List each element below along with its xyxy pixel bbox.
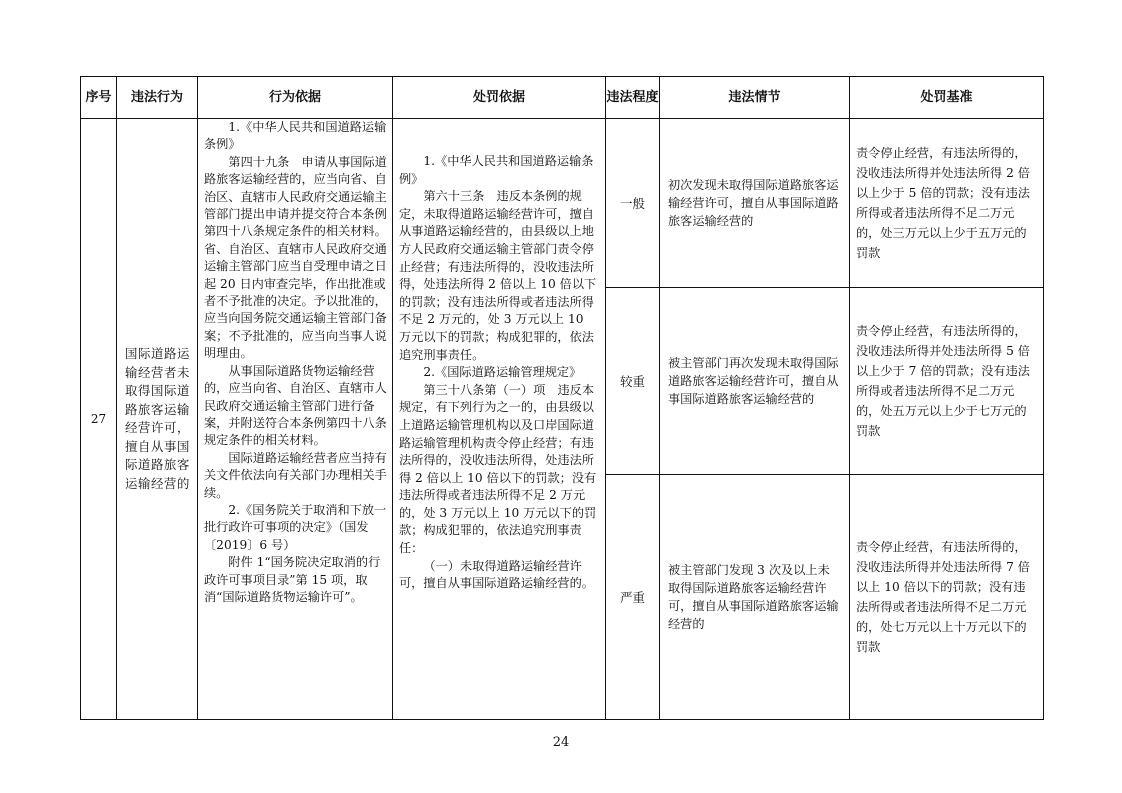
header-seq: 序号 bbox=[81, 77, 117, 119]
degree-cell: 较重 bbox=[606, 288, 660, 475]
penalty-paragraph: 第六十三条 违反本条例的规定，未取得道路运输经营许可，擅自从事道路运输经营的，由县级以上地方人民政府交通运输主管部门责令停止经营；有违法所得的，没收违法所得，处违法所得 2 倍以上 10 倍以下的罚款；没有违法所得或者违法所得不足 2 万元的，处 3 万元以上 10 万元以下的罚款；构成犯罪的，依法追究刑事责任。 bbox=[399, 189, 597, 362]
header-violation: 违法行为 bbox=[117, 77, 198, 119]
basis-paragraph: 从事国际道路货物运输经营的，应当向省、自治区、直辖市人民政府交通运输主管部门进行备案，并附送符合本条例第四十八条规定条件的相关材料。 bbox=[204, 363, 387, 448]
circumstance-cell: 被主管部门发现 3 次及以上未取得国际道路旅客运输经营许可，擅自从事国际道路旅客运输经营的 bbox=[660, 475, 850, 720]
header-penalty-standard: 处罚基准 bbox=[850, 77, 1044, 119]
conduct-basis-cell bbox=[198, 119, 393, 720]
standard-cell: 责令停止经营，有违法所得的，没收违法所得并处违法所得 5 倍以上少于 7 倍的罚款；没有违法所得或者违法所得不足二万元的，处五万元以上少于七万元的罚款 bbox=[850, 288, 1044, 475]
basis-paragraph: 第四十九条 申请从事国际道路旅客运输经营的，应当向省、自治区、直辖市人民政府交通运输主管部门提出申请并提交符合本条例第四十八条规定条件的相关材料。省、自治区、直辖市人民政府交通运输主管部门应当自受理申请之日起 20 日内审查完毕，作出批准或者不予批准的决定。予以批准的，应当向国务院交通运输主管部门备案；不予批准的，应当向当事人说明理由。 bbox=[204, 154, 387, 361]
penalty-standard-table bbox=[80, 76, 1044, 720]
seq-cell: 27 bbox=[81, 119, 117, 720]
standard-cell: 责令停止经营，有违法所得的，没收违法所得并处违法所得 7 倍以上 10 倍以下的罚款；没有违法所得或者违法所得不足二万元的，处七万元以上十万元以下的罚款 bbox=[850, 475, 1044, 720]
header-degree: 违法程度 bbox=[606, 77, 660, 119]
penalty-paragraph: 2.《国际道路运输管理规定》 bbox=[423, 365, 582, 380]
standard-cell: 责令停止经营，有违法所得的，没收违法所得并处违法所得 2 倍以上少于 5 倍的罚款；没有违法所得或者违法所得不足二万元的，处三万元以上少于五万元的罚款 bbox=[850, 119, 1044, 288]
penalty-basis-cell bbox=[393, 119, 606, 720]
basis-paragraph: 2.《国务院关于取消和下放一批行政许可事项的决定》（国发〔2019〕6 号） bbox=[204, 502, 387, 552]
table-header-row bbox=[81, 77, 1044, 119]
circumstance-cell: 初次发现未取得国际道路旅客运输经营许可，擅自从事国际道路旅客运输经营的 bbox=[660, 119, 850, 288]
degree-cell: 一般 bbox=[606, 119, 660, 288]
table-row bbox=[81, 119, 1044, 288]
basis-paragraph: 附件 1“国务院决定取消的行政许可事项目录”第 15 项，取消“国际道路货物运输许可”。 bbox=[204, 555, 381, 604]
penalty-paragraph: 第三十八条第（一）项 违反本规定，有下列行为之一的，由县级以上道路运输管理机构以及口岸国际道路运输管理机构责令停止经营；有违法所得的，没收违法所得，处违法所得 2 倍以上 10 倍以下的罚款；没有违法所得或者违法所得不足 2 万元的，处 3 万元以上 10 万元以下的罚款；构成犯罪的，依法追究刑事责任： bbox=[399, 382, 597, 556]
page-number: 24 bbox=[552, 735, 570, 750]
degree-cell: 严重 bbox=[606, 475, 660, 720]
penalty-paragraph: 1.《中华人民共和国道路运输条例》 bbox=[399, 154, 594, 186]
basis-paragraph: 1.《中华人民共和国道路运输条例》 bbox=[204, 120, 387, 152]
penalty-paragraph: （一）未取得道路运输经营许可，擅自从事国际道路运输经营的。 bbox=[399, 558, 594, 591]
basis-paragraph: 国际道路运输经营者应当持有关文件依法向有关部门办理相关手续。 bbox=[204, 450, 387, 500]
header-penalty-basis: 处罚依据 bbox=[393, 77, 606, 119]
header-conduct-basis: 行为依据 bbox=[198, 77, 393, 119]
circumstance-cell: 被主管部门再次发现未取得国际道路旅客运输经营许可，擅自从事国际道路旅客运输经营的 bbox=[660, 288, 850, 475]
violation-cell: 国际道路运输经营者未取得国际道路旅客运输经营许可，擅自从事国际道路旅客运输经营的 bbox=[117, 119, 198, 720]
header-circumstance: 违法情节 bbox=[660, 77, 850, 119]
